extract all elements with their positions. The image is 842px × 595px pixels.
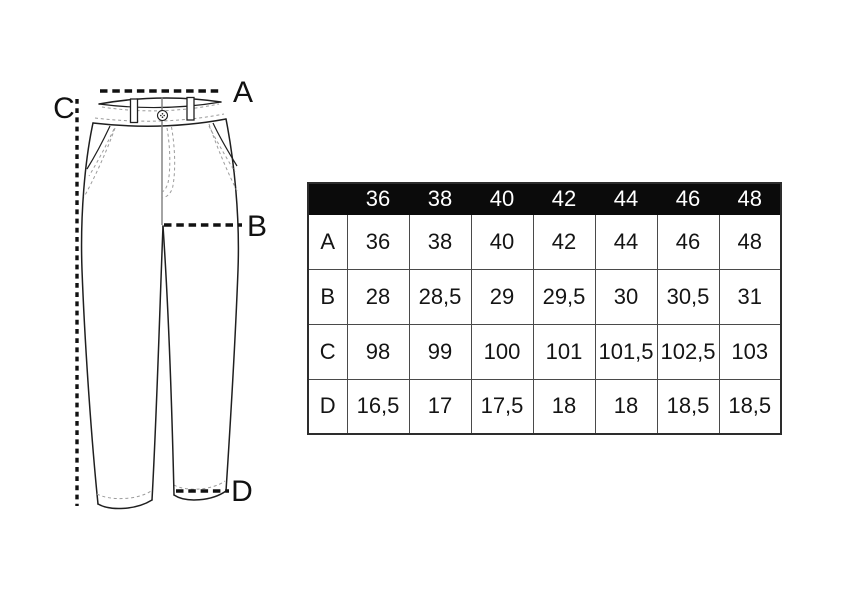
size-value-cell: 36 xyxy=(347,214,409,269)
size-value-cell: 44 xyxy=(595,214,657,269)
size-value-cell: 40 xyxy=(471,214,533,269)
size-column-header: 42 xyxy=(533,183,595,214)
pocket-right xyxy=(209,123,238,193)
size-value-cell: 100 xyxy=(471,324,533,379)
size-table xyxy=(307,182,782,435)
size-column-header: 36 xyxy=(347,183,409,214)
size-header-row xyxy=(308,183,781,214)
row-label: A xyxy=(308,214,347,269)
size-value-cell: 42 xyxy=(533,214,595,269)
table-row xyxy=(308,269,781,324)
row-label: B xyxy=(308,269,347,324)
size-value-cell: 31 xyxy=(719,269,781,324)
size-value-cell: 46 xyxy=(657,214,719,269)
size-value-cell: 98 xyxy=(347,324,409,379)
size-column-header: 46 xyxy=(657,183,719,214)
table-row xyxy=(308,324,781,379)
table-row xyxy=(308,214,781,269)
button-detail xyxy=(158,111,168,121)
size-value-cell: 103 xyxy=(719,324,781,379)
measurement-label-b: B xyxy=(246,210,268,243)
size-value-cell: 99 xyxy=(409,324,471,379)
size-column-header: 38 xyxy=(409,183,471,214)
size-column-header: 48 xyxy=(719,183,781,214)
size-value-cell: 29,5 xyxy=(533,269,595,324)
size-value-cell: 101 xyxy=(533,324,595,379)
size-value-cell: 30,5 xyxy=(657,269,719,324)
size-value-cell: 18 xyxy=(533,379,595,434)
row-label: D xyxy=(308,379,347,434)
size-value-cell: 18,5 xyxy=(719,379,781,434)
size-value-cell: 17 xyxy=(409,379,471,434)
table-row xyxy=(308,379,781,434)
measurement-label-d: D xyxy=(231,475,253,508)
size-value-cell: 30 xyxy=(595,269,657,324)
size-value-cell: 18 xyxy=(595,379,657,434)
size-value-cell: 28 xyxy=(347,269,409,324)
size-value-cell: 16,5 xyxy=(347,379,409,434)
size-value-cell: 38 xyxy=(409,214,471,269)
size-value-cell: 102,5 xyxy=(657,324,719,379)
pants-outline xyxy=(82,98,239,509)
corner-cell xyxy=(308,183,347,214)
size-value-cell: 29 xyxy=(471,269,533,324)
size-value-cell: 48 xyxy=(719,214,781,269)
size-column-header: 40 xyxy=(471,183,533,214)
size-value-cell: 17,5 xyxy=(471,379,533,434)
size-value-cell: 101,5 xyxy=(595,324,657,379)
measurement-label-c: C xyxy=(53,92,75,125)
row-label: C xyxy=(308,324,347,379)
size-value-cell: 18,5 xyxy=(657,379,719,434)
pocket-left xyxy=(84,126,115,197)
size-column-header: 44 xyxy=(595,183,657,214)
pants-technical-drawing xyxy=(0,0,300,595)
size-value-cell: 28,5 xyxy=(409,269,471,324)
measurement-label-a: A xyxy=(232,76,254,109)
